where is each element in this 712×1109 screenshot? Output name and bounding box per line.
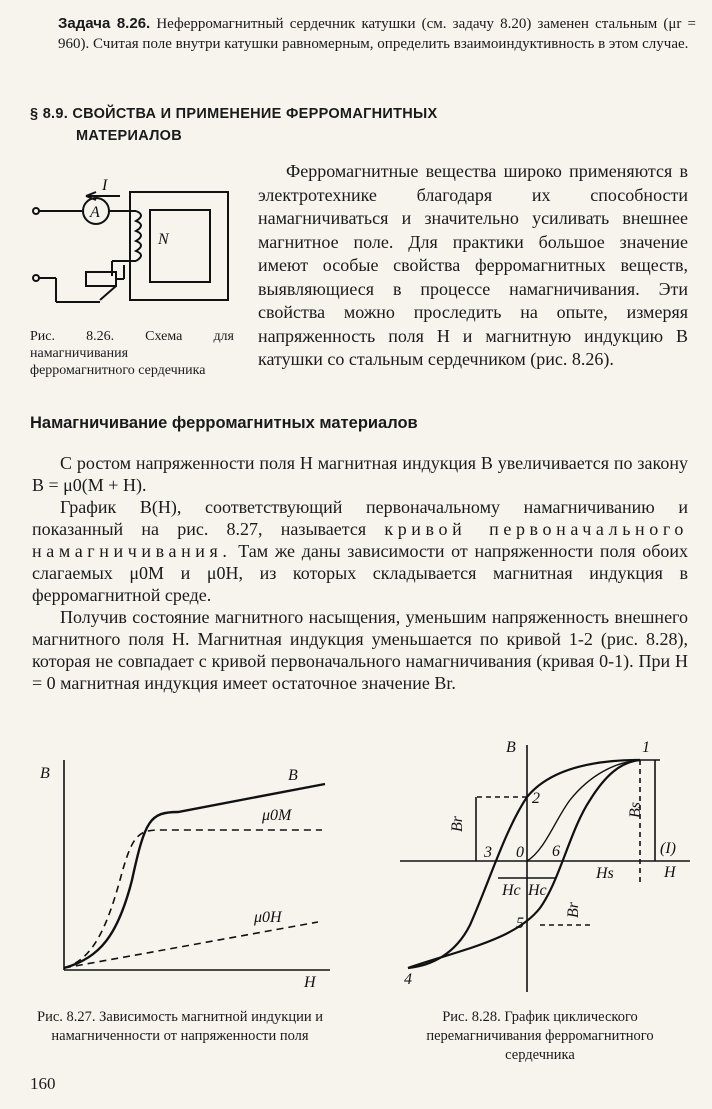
fig26-label-ammeter: A (90, 204, 100, 221)
figure-8-26-caption: Рис. 8.26. Схема для намагничивания ферромагнитного сердечника (30, 329, 234, 378)
section-heading-line1: § 8.9. СВОЙСТВА И ПРИМЕНЕНИЕ ФЕРРОМАГНИТНЫХ (30, 106, 438, 122)
task-text: Неферромагнитный сердечник катушки (см. задачу 8.20) заменен стальным (μr = 960). Считая поле внутри катушки равномерным, определить взаимоиндуктивность в этом случае. (58, 16, 696, 52)
fig27-axis-x: H (304, 974, 316, 991)
para2-term: кривой первоначального намагничивания. (32, 519, 688, 561)
fig28-marker: (I) (660, 840, 676, 857)
fig28-hs: Hs (596, 865, 614, 882)
fig28-point-3: 3 (484, 844, 492, 861)
figure-8-28-caption: Рис. 8.28. График циклического перемагничивания ферромагнитного сердечника (426, 1009, 654, 1063)
fig28-bs: Bs (627, 802, 644, 818)
task-label: Задача 8.26. (58, 15, 151, 32)
fig27-curve-h-label: μ0H (254, 909, 282, 926)
fig28-hc-left: Hc (502, 882, 521, 899)
fig28-point-1: 1 (642, 739, 650, 756)
fig28-point-6: 6 (552, 843, 560, 860)
para2-text-b: Там же даны зависимости от напряженности поля обоих слагаемых μ0M и μ0H, из которых складывается магнитная индукция в ферромагнитной среде. (32, 541, 688, 605)
fig28-axis-x: H (664, 864, 676, 881)
para1-formula: B = μ0(M + H). (32, 475, 147, 495)
paragraph-3: Получив состояние магнитного насыщения, уменьшим напряженность внешнего магнитного поля H. Магнитная индукция уменьшается по кривой 1-2 (рис. 8.28), которая не совпадает с кривой первоначального намагничивания (кривая 0-1). При H = 0 магнитная индукция имеет остаточное значение Br. (32, 607, 688, 693)
fig28-point-2: 2 (532, 790, 540, 807)
page-number: 160 (30, 1074, 56, 1093)
fig27-curve-b-label: B (288, 767, 298, 784)
fig27-curve-m-label: μ0M (262, 807, 292, 824)
fig26-label-current: I (102, 177, 108, 194)
para2-text-a: График B(H), соответствующий первоначальному намагничиванию и показанный на рис. 8.27, называется (32, 497, 688, 539)
subsection-heading: Намагничивание ферромагнитных материалов (30, 414, 418, 432)
fig26-label-core: N (158, 231, 169, 248)
figure-8-27-caption: Рис. 8.27. Зависимость магнитной индукции и намагниченности от напряженности поля (37, 1009, 323, 1044)
fig27-axis-y: B (40, 765, 50, 782)
section-heading-line2: МАТЕРИАЛОВ (76, 128, 183, 144)
fig28-point-4: 4 (404, 971, 412, 988)
fig28-origin: 0 (516, 844, 524, 861)
fig28-br-top: Br (449, 816, 466, 832)
para1-text: С ростом напряженности поля H магнитная индукция B увеличивается по закону (60, 453, 688, 473)
fig28-axis-y: B (506, 739, 516, 756)
fig28-hc-right: Hc (528, 882, 547, 899)
fig28-br-bottom: Br (565, 902, 582, 918)
fig28-point-5: 5 (516, 915, 524, 932)
intro-text: Ферромагнитные вещества широко применяются в электротехнике благодаря их способности намагничиваться и значительно усиливать внешнее магнитное поле. Для практики большое значение имеют особые свойства ферромагнитных веществ, выявляющиеся в процессе намагничивания. Эти свойства можно проследить на опыте, измеряя напряженность поля H и магнитную индукцию B катушки со стальным сердечником (рис. 8.26). (258, 161, 688, 369)
